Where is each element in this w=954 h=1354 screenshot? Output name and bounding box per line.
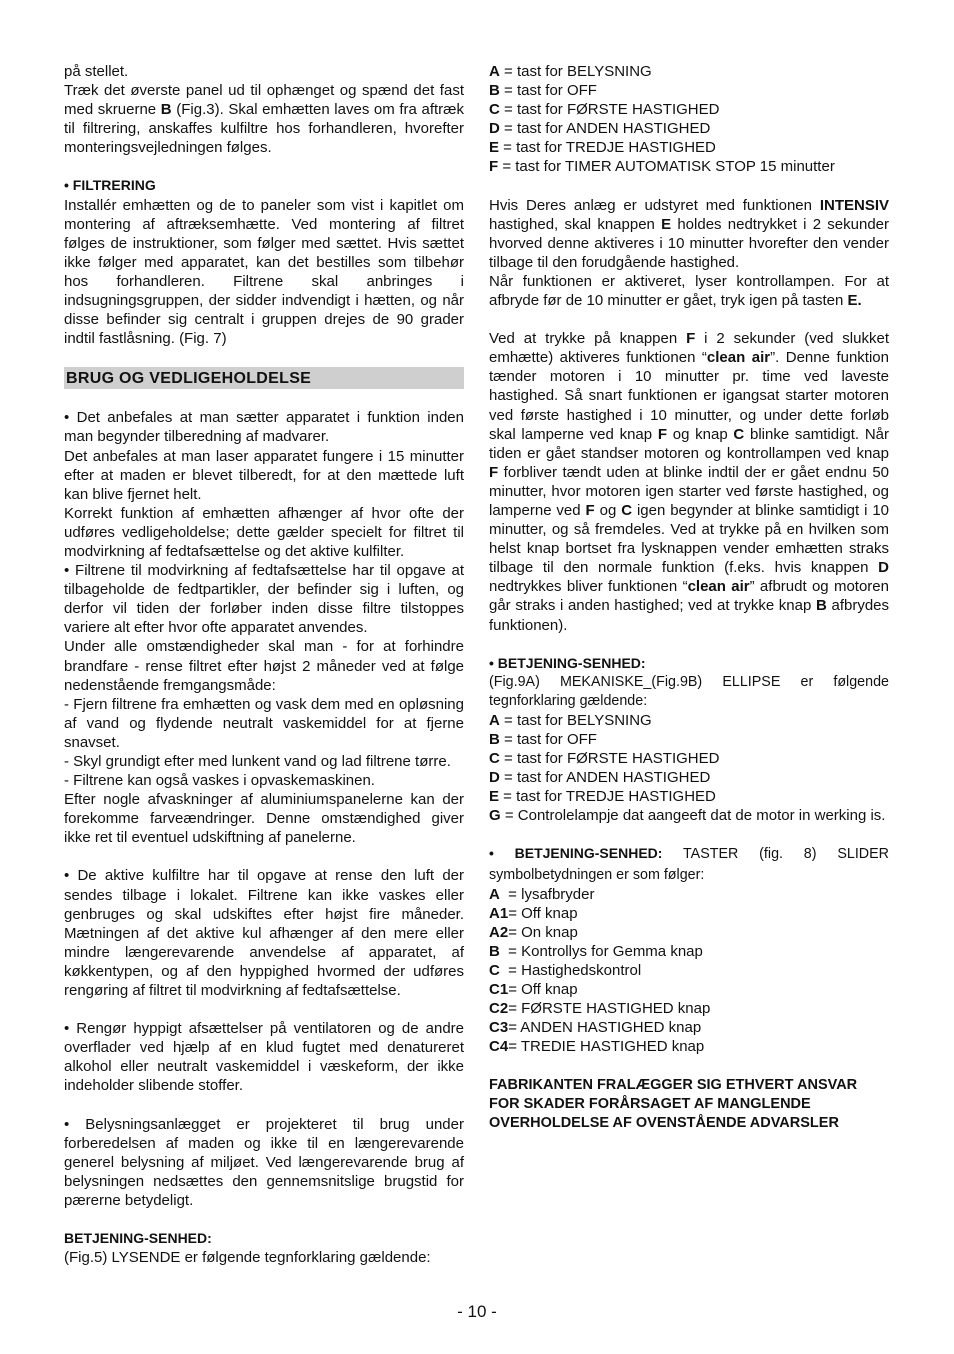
paragraph: • Det anbefales at man sætter apparatet i funktion inden man begynder tilberedning af madvarer. (64, 409, 464, 446)
key-legend-item: A = tast for BELYSNING (489, 711, 652, 729)
key-legend-item: A1= Off knap (489, 904, 578, 922)
key-legend-item: A = tast for BELYSNING (489, 63, 652, 80)
betjening-paragraph-3: • BETJENING-SENHED: TASTER (fig. 8) SLIDER symbolbetydningen er som følger: (489, 845, 889, 883)
key-legend-item: D = tast for ANDEN HASTIGHED (489, 769, 711, 787)
paragraph: Korrekt funktion af emhætten afhænger af hvor ofte der udføres vedligeholdelse; dette gælder specielt for filtret til modvirkning af fedtafsættelse og det aktive kulfilter. (64, 504, 464, 560)
key-legend-item: C = tast for FØRSTE HASTIGHED (489, 750, 720, 768)
key-legend-list-2 (489, 711, 889, 826)
key-legend-item: G = Controlelampje dat aangeeft dat de motor in werking is. (489, 807, 886, 825)
clean-air-paragraph: Ved at trykke på knappen F i 2 sekunder (ved slukket emhætte) aktiveres funktionen “clean air”. Denne funktion tænder motoren i 10 minutter pr. time ved laveste hastighed. Så snart funktionen er igangsat starter motoren ved første hastighed i 10 minutter, og under dette forløb skal lamperne ved knap F og knap C blinke samtidigt. Når tiden er gået standser motoren og kontrollampen ved knap F forbliver tændt uden at blinke indtil der er gået endnu 50 minutter, hvor motoren igen starter ved første hastighed, og lamperne ved F og C igen begynder at blinke samtidigt i 10 minutter, og så fremdeles. Ved at trykke på en hvilken som helst knap bortset fra lysknappen vender emhætten straks tilbage til den normale funktion (f.eks. hvis knappen D nedtrykkes bliver funktionen “clean air” afbrudt og motoren går straks i anden hastighed; ved at trykke knap B afbrydes funktionen). (489, 330, 890, 634)
intensiv-paragraph-2: Når funktionen er aktiveret, lyser kontrollampen. For at afbryde før de 10 minutter er gået, tryk igen på tasten E. (489, 272, 889, 310)
key-legend-item: C3= ANDEN HASTIGHED knap (489, 1019, 702, 1037)
key-legend-item: B = tast for OFF (489, 731, 597, 748)
filtrering-text: Installér emhætten og de to paneler som vist i kapitlet om montering af aftræksemhætte. Ved montering af filtret følges de instruktioner, som følger med sættet. Hvis sættet ikke følger med apparatet, kan det bestilles som tilbehør hos forhandleren. Filtrene skal anbringes i indsugningsgruppen, der sidder indvendigt i hætten, og når disse befinder sig centralt i gruppen drejes de 90 grader indtil fastlåsning. (Fig. 7) (64, 196, 464, 348)
paragraph: - Fjern filtrene fra emhætten og vask dem med en opløsning af vand og flydende neutralt vaskemiddel for at fjerne snavset. (64, 695, 464, 751)
paragraph: • Filtrene til modvirkning af fedtafsættelse har til opgave at tilbageholde de fedtpartikler, der befinder sig i luften, og derfor vil tiden der forløber inden disse filtre tilstoppes variere alt efter hvor ofte apparatet anvendes. (64, 562, 464, 637)
key-legend-item: E = tast for TREDJE HASTIGHED (489, 788, 716, 806)
paragraph: • Belysningsanlægget er projekteret til brug under forberedelsen af maden og ikke til en længerevarende generel belysning af miljøet. Ved længerevarende brug af belysningen nedsættes den gennemsnitslige brugstid for pærerne betydeligt. (64, 1115, 464, 1209)
key-legend-item: C2= FØRSTE HASTIGHED knap (489, 1000, 711, 1018)
key-legend-item: A = lysafbryder (489, 885, 595, 903)
key-legend-item: C = Hastighedskontrol (489, 962, 642, 980)
key-legend-list-3 (489, 885, 889, 1057)
paragraph: - Skyl grundigt efter med lunkent vand og lad filtrene tørre. (64, 753, 451, 770)
key-legend-item: E = tast for TREDJE HASTIGHED (489, 139, 716, 157)
key-legend-item: C4= TREDIE HASTIGHED knap (489, 1038, 705, 1056)
betjening-heading: BETJENING-SENHED: (64, 1229, 212, 1246)
filtrering-heading: • FILTRERING (64, 177, 156, 194)
left-column (64, 62, 464, 1267)
key-legend-list (489, 62, 889, 177)
betjening-text: (Fig.5) LYSENDE er følgende tegnforklaring gældende: (64, 1249, 431, 1267)
section-title: BRUG OG VEDLIGEHOLDELSE (64, 367, 464, 389)
paragraph: Under alle omstændigheder skal man - for at forhindre brandfare - rense filtret efter højst 2 måneder ved at følge nedenstående fremgangsmåde: (64, 638, 464, 694)
betjening-text-2: (Fig.9A) MEKANISKE_(Fig.9B) ELLIPSE er følgende tegnforklaring gældende: (489, 673, 889, 709)
key-legend-item: A2= On knap (489, 923, 578, 941)
key-legend-item: C1= Off knap (489, 981, 578, 999)
right-column (489, 62, 889, 1133)
key-legend-item: D = tast for ANDEN HASTIGHED (489, 120, 711, 138)
key-legend-item: F = tast for TIMER AUTOMATISK STOP 15 minutter (489, 158, 835, 176)
key-legend-item: B = tast for OFF (489, 82, 597, 100)
intensiv-paragraph: Hvis Deres anlæg er udstyret med funktionen INTENSIV hastighed, skal knappen E holdes nedtrykket i 2 sekunder hvorved denne aktiveres i 10 minutter hvorefter den vender tilbage til den forudgående hastighed. (489, 196, 889, 271)
paragraph: Det anbefales at man laser apparatet fungere i 15 minutter efter at maden er blevet tilberedt, for at den mættede luft kan blive fjernet helt. (64, 447, 464, 503)
paragraph: - Filtrene kan også vaskes i opvaskemaskinen. (64, 772, 375, 790)
key-legend-item: C = tast for FØRSTE HASTIGHED (489, 101, 720, 119)
paragraph-screws: Træk det øverste panel ud til ophænget og spænd det fast med skruerne B (Fig.3). Skal emhætten laves om fra aftræk til filtrering, anskaffes kulfiltre hos forhandleren, hvorefter monteringsvejledningen følges. (64, 82, 465, 157)
warning-text: FABRIKANTEN FRALÆGGER SIG ETHVERT ANSVAR FOR SKADER FORÅRSAGET AF MANGLENDE OVERHOLDELSE AF OVENSTÅENDE ADVARSLER (489, 1076, 858, 1131)
betjening-heading-2: • BETJENING-SENHED: (489, 654, 646, 671)
paragraph: Efter nogle afvaskninger af aluminiumspanelerne kan der forekomme farveændringer. Denne omstændighed giver ikke ret til eventuel udskiftning af panelerne. (64, 791, 464, 847)
page-number: - 10 - (457, 1302, 497, 1321)
paragraph: • Rengør hyppigt afsættelser på ventilatoren og de andre overflader ved hjælp af en klud fugtet med denatureret alkohol eller neutralt vaskemiddel i væskeform, der ikke indeholder slibende stoffer. (64, 1020, 464, 1095)
key-legend-item: B = Kontrollys for Gemma knap (489, 942, 703, 960)
paragraph: på stellet. (64, 63, 129, 80)
paragraph: • De aktive kulfiltre har til opgave at rense den luft der sendes tilbage i lokalet. Filtrene kan ikke vaskes eller genbruges og skal udskiftes efter højst fire måneder. Mætningen af det aktive kul afhænger af den mere eller mindre længerevarende anvendelse af apparatet, af køkkentypen, og af den hyppighed hvormed der udføres rengøring af filtret til modvirkning af fedtafsættelse. (64, 867, 464, 1000)
